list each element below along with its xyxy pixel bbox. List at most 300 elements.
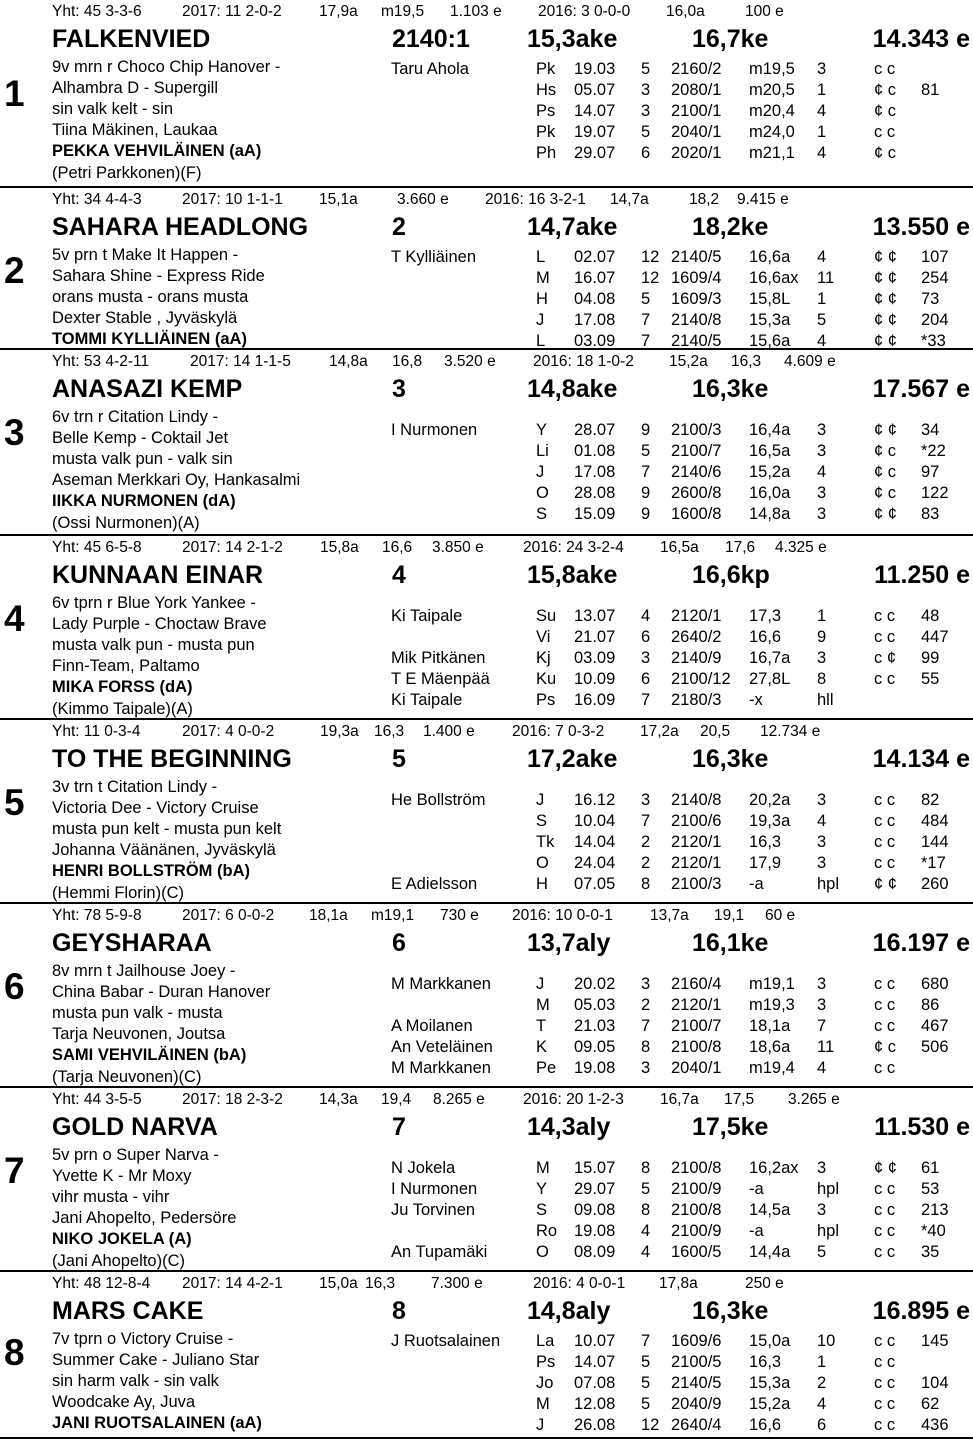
race-cell: 436 xyxy=(921,1416,949,1435)
race-cell: 2100/8 xyxy=(671,1159,722,1177)
start-number: 8 xyxy=(392,1297,406,1325)
race-cell: c c xyxy=(874,1332,896,1350)
race-driver: I Nurmonen xyxy=(391,1180,478,1199)
race-cell: 2 xyxy=(817,1374,827,1393)
stat-value: Yht: 45 3-3-6 xyxy=(52,3,142,20)
stat-value: Yht: 44 3-5-5 xyxy=(52,1091,142,1108)
race-cell: hpl xyxy=(817,1222,840,1241)
race-cell: L xyxy=(536,332,546,351)
odds-value: 14,8ake xyxy=(527,375,618,403)
info-line: Summer Cake - Juliano Star xyxy=(52,1351,260,1370)
horse-name: SAHARA HEADLONG xyxy=(52,213,309,241)
race-cell: Ph xyxy=(536,144,557,163)
race-cell: c c xyxy=(874,1201,896,1220)
info-line: (Hemmi Florin)(C) xyxy=(52,883,184,902)
info-line: (Kimmo Taipale)(A) xyxy=(52,699,193,718)
info-line: musta pun valk - musta xyxy=(52,1004,223,1023)
race-cell: 16,6a xyxy=(749,248,791,266)
race-driver: M Markkanen xyxy=(391,1059,491,1078)
race-cell: J xyxy=(536,975,545,993)
horse-name: TO THE BEGINNING xyxy=(52,745,292,773)
race-cell: 3 xyxy=(817,996,827,1015)
race-cell: 21.03 xyxy=(574,1017,616,1036)
race-cell: 01.08 xyxy=(574,442,616,461)
race-cell: 11 xyxy=(817,269,835,288)
race-cell: 13.07 xyxy=(574,607,616,625)
stat-value: 19,3a xyxy=(320,723,359,740)
race-cell: 2160/4 xyxy=(671,975,722,993)
race-cell: 2100/12 xyxy=(671,670,731,689)
race-cell: 02.07 xyxy=(574,248,616,266)
race-cell: ¢ ¢ xyxy=(874,505,897,524)
info-line: 7v tprn o Victory Cruise - xyxy=(52,1330,234,1348)
race-cell: 07.05 xyxy=(574,875,616,894)
stat-value: 2017: 6 0-0-2 xyxy=(182,907,275,924)
info-line: musta pun kelt - musta pun kelt xyxy=(52,820,282,839)
race-cell: 10.07 xyxy=(574,1332,616,1350)
race-cell: 35 xyxy=(921,1243,940,1262)
race-cell: 260 xyxy=(921,875,949,894)
race-cell: 16,7a xyxy=(749,649,791,668)
race-cell: 4 xyxy=(641,607,651,625)
race-cell: Hs xyxy=(536,81,557,100)
entry-number: 3 xyxy=(4,412,25,453)
race-cell: 16,6 xyxy=(749,1416,782,1435)
stat-value: 17,8a xyxy=(659,1275,698,1292)
race-cell: 16.07 xyxy=(574,269,616,288)
race-cell: 3 xyxy=(641,102,651,121)
race-cell: 15,0a xyxy=(749,1332,791,1350)
race-cell: -a xyxy=(749,1180,764,1199)
race-cell: H xyxy=(536,290,548,309)
race-cell: J xyxy=(536,463,545,482)
race-cell: Su xyxy=(536,607,557,625)
race-cell: 5 xyxy=(641,1353,651,1372)
race-cell: c c xyxy=(874,670,896,689)
race-cell: m20,4 xyxy=(749,102,795,121)
race-cell: 86 xyxy=(921,996,940,1015)
race-cell: 29.07 xyxy=(574,144,616,163)
race-cell: 16,2ax xyxy=(749,1159,799,1177)
race-cell: c c xyxy=(874,1374,896,1393)
race-cell: 506 xyxy=(921,1038,949,1057)
stat-value: 2017: 14 1-1-5 xyxy=(190,353,291,370)
race-cell: 62 xyxy=(921,1395,940,1414)
race-cell: 73 xyxy=(921,290,940,309)
race-cell: 447 xyxy=(921,628,949,647)
entry-block xyxy=(0,720,973,904)
race-cell: 14,8a xyxy=(749,505,791,524)
stat-value: 16,8 xyxy=(392,353,423,370)
race-cell: 2100/5 xyxy=(671,1353,722,1372)
race-cell: 99 xyxy=(921,649,940,668)
stat-value: 3.520 e xyxy=(444,353,496,370)
stat-value: 16,5a xyxy=(660,539,699,556)
info-line: 5v prn t Make It Happen - xyxy=(52,246,239,264)
race-driver: Ju Torvinen xyxy=(391,1201,476,1220)
race-cell: 2100/3 xyxy=(671,875,722,894)
race-cell: 2 xyxy=(641,996,651,1015)
info-line: Finn-Team, Paltamo xyxy=(52,657,200,676)
race-cell: ¢ c xyxy=(874,81,897,100)
race-cell: 6 xyxy=(641,628,651,647)
odds-value: 15,8ake xyxy=(527,561,618,589)
race-cell: Ps xyxy=(536,1353,556,1372)
info-line: (Tarja Neuvonen)(C) xyxy=(52,1067,202,1086)
race-cell: ¢ c xyxy=(874,102,897,121)
race-cell: 19.08 xyxy=(574,1222,616,1241)
info-line: Tiina Mäkinen, Laukaa xyxy=(52,121,218,140)
race-cell: 3 xyxy=(817,833,827,852)
race-cell: 15.09 xyxy=(574,505,616,524)
stat-value: 16,3 xyxy=(731,353,762,370)
race-cell: 24.04 xyxy=(574,854,616,873)
race-cell: 34 xyxy=(921,421,940,439)
race-cell: 5 xyxy=(641,1395,651,1414)
race-cell: 4 xyxy=(817,1395,827,1414)
race-cell: 05.03 xyxy=(574,996,616,1015)
race-cell: 17,3 xyxy=(749,607,782,625)
stat-value: 2017: 10 1-1-1 xyxy=(182,191,283,208)
entry-number: 2 xyxy=(4,250,25,291)
stat-value: 8.265 e xyxy=(433,1091,485,1108)
race-cell: 2140/9 xyxy=(671,649,722,668)
stat-value: 17,2a xyxy=(640,723,679,740)
odds-value: 14,8aly xyxy=(527,1297,611,1325)
race-cell: 5 xyxy=(817,1243,827,1262)
race-cell: Pk xyxy=(536,123,556,142)
race-cell: c ¢ xyxy=(874,649,897,668)
info-line: Sahara Shine - Express Ride xyxy=(52,267,265,286)
race-cell: 5 xyxy=(641,1180,651,1199)
prize-total: 17.567 e xyxy=(872,375,970,403)
driver-name: JANI RUOTSALAINEN (aA) xyxy=(52,1414,262,1433)
race-cell: 3 xyxy=(817,484,827,503)
race-cell: 3 xyxy=(817,1159,827,1177)
stat-value: m19,1 xyxy=(371,907,415,924)
race-cell: 09.08 xyxy=(574,1201,616,1220)
race-cell: 28.07 xyxy=(574,421,616,439)
race-cell: c c xyxy=(874,1353,896,1372)
race-cell: hll xyxy=(817,691,834,710)
stat-value: 17,5 xyxy=(724,1091,755,1108)
entry-number: 1 xyxy=(4,73,25,114)
race-driver: Ki Taipale xyxy=(391,607,463,625)
race-cell: c c xyxy=(874,607,896,625)
race-cell: 03.09 xyxy=(574,649,616,668)
info-line: Yvette K - Mr Moxy xyxy=(52,1167,192,1186)
stat-value: Yht: 53 4-2-11 xyxy=(52,353,150,370)
driver-name: HENRI BOLLSTRÖM (bA) xyxy=(52,862,250,881)
stat-value: 2017: 18 2-3-2 xyxy=(182,1091,283,1108)
race-cell: 10.04 xyxy=(574,812,616,831)
info-line: Dexter Stable , Jyväskylä xyxy=(52,309,238,328)
race-cell: 204 xyxy=(921,311,949,330)
race-cell: c c xyxy=(874,1180,896,1199)
race-driver: He Bollström xyxy=(391,791,486,809)
race-cell: 15,3a xyxy=(749,311,791,330)
race-cell: 14,5a xyxy=(749,1201,791,1220)
race-driver: M Markkanen xyxy=(391,975,491,993)
race-cell: -x xyxy=(749,691,763,710)
race-cell: c c xyxy=(874,812,896,831)
horse-name: FALKENVIED xyxy=(52,25,211,53)
stat-value: Yht: 78 5-9-8 xyxy=(52,907,142,924)
entry-number: 6 xyxy=(4,966,25,1007)
stat-value: 3.660 e xyxy=(397,191,449,208)
race-cell: 8 xyxy=(641,875,651,894)
info-line: 9v mrn r Choco Chip Hanover - xyxy=(52,58,281,76)
race-cell: 8 xyxy=(641,1201,651,1220)
race-cell: H xyxy=(536,875,548,894)
race-cell: 29.07 xyxy=(574,1180,616,1199)
entry-block xyxy=(0,1272,973,1439)
race-cell: 2100/9 xyxy=(671,1180,722,1199)
race-cell: K xyxy=(536,1038,548,1057)
race-cell: 7 xyxy=(641,1332,651,1350)
race-cell: 3 xyxy=(641,791,651,809)
race-cell: 19,3a xyxy=(749,812,791,831)
race-cell: 2640/4 xyxy=(671,1416,722,1435)
race-cell: 18,1a xyxy=(749,1017,791,1036)
race-cell: 16,4a xyxy=(749,421,791,439)
race-cell: *22 xyxy=(921,442,946,461)
race-cell: 16,6ax xyxy=(749,269,799,288)
race-cell: ¢ ¢ xyxy=(874,311,897,330)
stat-value: Yht: 34 4-4-3 xyxy=(52,191,142,208)
race-cell: 21.07 xyxy=(574,628,616,647)
horse-name: MARS CAKE xyxy=(52,1297,204,1325)
race-cell: 07.08 xyxy=(574,1374,616,1393)
race-cell: 4 xyxy=(817,1059,827,1078)
stat-value: 15,1a xyxy=(319,191,358,208)
race-cell: 6 xyxy=(641,670,651,689)
entry-block xyxy=(0,904,973,1088)
stat-value: 60 e xyxy=(765,907,796,924)
prize-total: 14.134 e xyxy=(872,745,970,773)
race-cell: 4 xyxy=(817,463,827,482)
race-cell: 7 xyxy=(817,1017,827,1036)
race-cell: O xyxy=(536,1243,549,1262)
race-driver: I Nurmonen xyxy=(391,421,478,439)
race-cell: 122 xyxy=(921,484,949,503)
stat-value: Yht: 45 6-5-8 xyxy=(52,539,142,556)
start-number: 7 xyxy=(392,1113,406,1141)
race-cell: Tk xyxy=(536,833,555,852)
race-cell: ¢ ¢ xyxy=(874,248,897,266)
race-cell: 2100/6 xyxy=(671,812,722,831)
entry-number: 5 xyxy=(4,782,25,823)
race-cell: 1609/4 xyxy=(671,269,722,288)
stat-value: 17,6 xyxy=(725,539,756,556)
race-cell: *33 xyxy=(921,332,946,351)
race-cell: 1600/5 xyxy=(671,1243,722,1262)
race-cell: c c xyxy=(874,975,896,993)
race-cell: 4 xyxy=(817,812,827,831)
race-cell: M xyxy=(536,1395,550,1414)
race-cell: 4 xyxy=(817,102,827,121)
race-cell: Ps xyxy=(536,691,556,710)
race-cell: 4 xyxy=(641,1222,651,1241)
race-cell: 2040/9 xyxy=(671,1395,722,1414)
odds-value: 16,3ke xyxy=(692,375,769,403)
race-cell: 2100/7 xyxy=(671,442,722,461)
race-cell: 2100/9 xyxy=(671,1222,722,1241)
stat-value: 16,6 xyxy=(382,539,413,556)
race-cell: J xyxy=(536,311,545,330)
race-cell: 03.09 xyxy=(574,332,616,351)
driver-name: PEKKA VEHVILÄINEN (aA) xyxy=(52,142,262,161)
odds-value: 15,3ake xyxy=(527,25,618,53)
race-cell: 2140/5 xyxy=(671,1374,722,1393)
stat-value: 12.734 e xyxy=(760,723,821,740)
info-line: 8v mrn t Jailhouse Joey - xyxy=(52,962,236,980)
entry-number: 8 xyxy=(4,1332,25,1373)
info-line: orans musta - orans musta xyxy=(52,288,249,307)
race-cell: c c xyxy=(874,1059,896,1078)
race-cell: 09.05 xyxy=(574,1038,616,1057)
stat-value: 3.850 e xyxy=(432,539,484,556)
odds-value: 16,1ke xyxy=(692,929,769,957)
stat-value: 19,1 xyxy=(714,907,745,924)
race-cell: ¢ c xyxy=(874,484,897,503)
entry-block xyxy=(0,536,973,720)
race-driver: An Tupamäki xyxy=(391,1243,488,1262)
race-cell: 9 xyxy=(817,628,827,647)
race-cell: Y xyxy=(536,421,548,439)
race-cell: ¢ c xyxy=(874,144,897,163)
race-cell: c c xyxy=(874,123,896,142)
race-cell: 8 xyxy=(817,670,827,689)
stat-value: 14,8a xyxy=(329,353,368,370)
race-cell: 16.09 xyxy=(574,691,616,710)
race-cell: 08.09 xyxy=(574,1243,616,1262)
info-line: Tarja Neuvonen, Joutsa xyxy=(52,1025,226,1044)
race-cell: 3 xyxy=(817,975,827,993)
race-cell: 17.08 xyxy=(574,463,616,482)
race-cell: 144 xyxy=(921,833,949,852)
info-line: 3v trn t Citation Lindy - xyxy=(52,778,218,796)
race-cell: 81 xyxy=(921,81,940,100)
race-cell: c c xyxy=(874,1017,896,1036)
stat-value: 100 e xyxy=(745,3,784,20)
stat-value: 9.415 e xyxy=(737,191,789,208)
horse-name: ANASAZI KEMP xyxy=(52,375,243,403)
race-cell: Li xyxy=(536,442,549,461)
race-cell: 1 xyxy=(817,1353,827,1372)
race-cell: m19,1 xyxy=(749,975,795,993)
race-cell: 16,3 xyxy=(749,833,782,852)
race-cell: 3 xyxy=(817,505,827,524)
race-cell: 2640/2 xyxy=(671,628,722,647)
stat-value: 2016: 20 1-2-3 xyxy=(523,1091,624,1108)
race-cell: 19.07 xyxy=(574,123,616,142)
race-cell: 61 xyxy=(921,1159,940,1177)
race-cell: 3 xyxy=(817,421,827,439)
prize-total: 11.250 e xyxy=(874,561,970,589)
race-cell: Ro xyxy=(536,1222,558,1241)
info-line: Belle Kemp - Coktail Jet xyxy=(52,429,229,448)
stat-value: 20,5 xyxy=(700,723,731,740)
race-cell: 53 xyxy=(921,1180,940,1199)
race-cell: M xyxy=(536,269,550,288)
stat-value: 250 e xyxy=(745,1275,784,1292)
race-cell: c c xyxy=(874,996,896,1015)
race-cell: 3 xyxy=(817,854,827,873)
race-cell: 97 xyxy=(921,463,940,482)
stat-value: 19,4 xyxy=(381,1091,412,1108)
race-cell: 1600/8 xyxy=(671,505,722,524)
stat-value: 2017: 11 2-0-2 xyxy=(182,3,282,20)
race-cell: 254 xyxy=(921,269,949,288)
info-line: musta valk pun - musta pun xyxy=(52,636,255,655)
race-cell: 17,9 xyxy=(749,854,782,873)
race-cell: m19,3 xyxy=(749,996,795,1015)
race-cell: 9 xyxy=(641,505,651,524)
stat-value: 3.265 e xyxy=(788,1091,840,1108)
race-cell: S xyxy=(536,1201,548,1220)
odds-value: 17,2ake xyxy=(527,745,618,773)
stat-value: Yht: 11 0-3-4 xyxy=(52,723,141,740)
race-cell: 2 xyxy=(641,833,651,852)
race-cell: 7 xyxy=(641,463,651,482)
odds-value: 16,3ke xyxy=(692,745,769,773)
race-cell: 2120/1 xyxy=(671,854,722,873)
race-cell: Ku xyxy=(536,670,557,689)
race-cell: 3 xyxy=(817,649,827,668)
race-cell: J xyxy=(536,791,545,809)
race-cell: 28.08 xyxy=(574,484,616,503)
race-cell: 15,2a xyxy=(749,463,791,482)
race-cell: 15,6a xyxy=(749,332,791,351)
race-cell: 1 xyxy=(817,123,827,142)
start-number: 6 xyxy=(392,929,406,957)
race-cell: 4 xyxy=(817,248,827,266)
race-cell: 15,3a xyxy=(749,1374,791,1393)
race-cell: 15.07 xyxy=(574,1159,616,1177)
stat-value: 730 e xyxy=(440,907,479,924)
info-line: Alhambra D - Supergill xyxy=(52,79,218,98)
info-line: vihr musta - vihr xyxy=(52,1188,170,1207)
stat-value: 17,9a xyxy=(319,3,358,20)
entry-block xyxy=(0,0,973,188)
race-cell: 1 xyxy=(817,290,827,309)
race-cell: 55 xyxy=(921,670,940,689)
driver-name: NIKO JOKELA (A) xyxy=(52,1230,192,1249)
info-line: sin valk kelt - sin xyxy=(52,100,174,119)
race-cell: 16,0a xyxy=(749,484,791,503)
info-line: (Ossi Nurmonen)(A) xyxy=(52,513,200,532)
stat-value: 4.325 e xyxy=(775,539,827,556)
race-cell: 1 xyxy=(817,607,827,625)
prize-total: 14.343 e xyxy=(872,25,970,53)
race-cell: 16,6 xyxy=(749,628,782,647)
race-cell: c c xyxy=(874,1222,896,1241)
race-cell: hpl xyxy=(817,1180,840,1199)
race-cell: 48 xyxy=(921,607,940,625)
race-cell: 2100/7 xyxy=(671,1017,722,1036)
stat-value: 2016: 24 3-2-4 xyxy=(523,539,624,556)
race-driver: Mik Pitkänen xyxy=(391,649,486,668)
stat-value: 7.300 e xyxy=(431,1275,483,1292)
race-cell: 04.08 xyxy=(574,290,616,309)
race-cell: 9 xyxy=(641,484,651,503)
race-cell: 467 xyxy=(921,1017,949,1036)
race-cell: 3 xyxy=(641,649,651,668)
race-cell: 2140/8 xyxy=(671,311,722,330)
race-cell: Jo xyxy=(536,1374,554,1393)
race-cell: M xyxy=(536,996,550,1015)
